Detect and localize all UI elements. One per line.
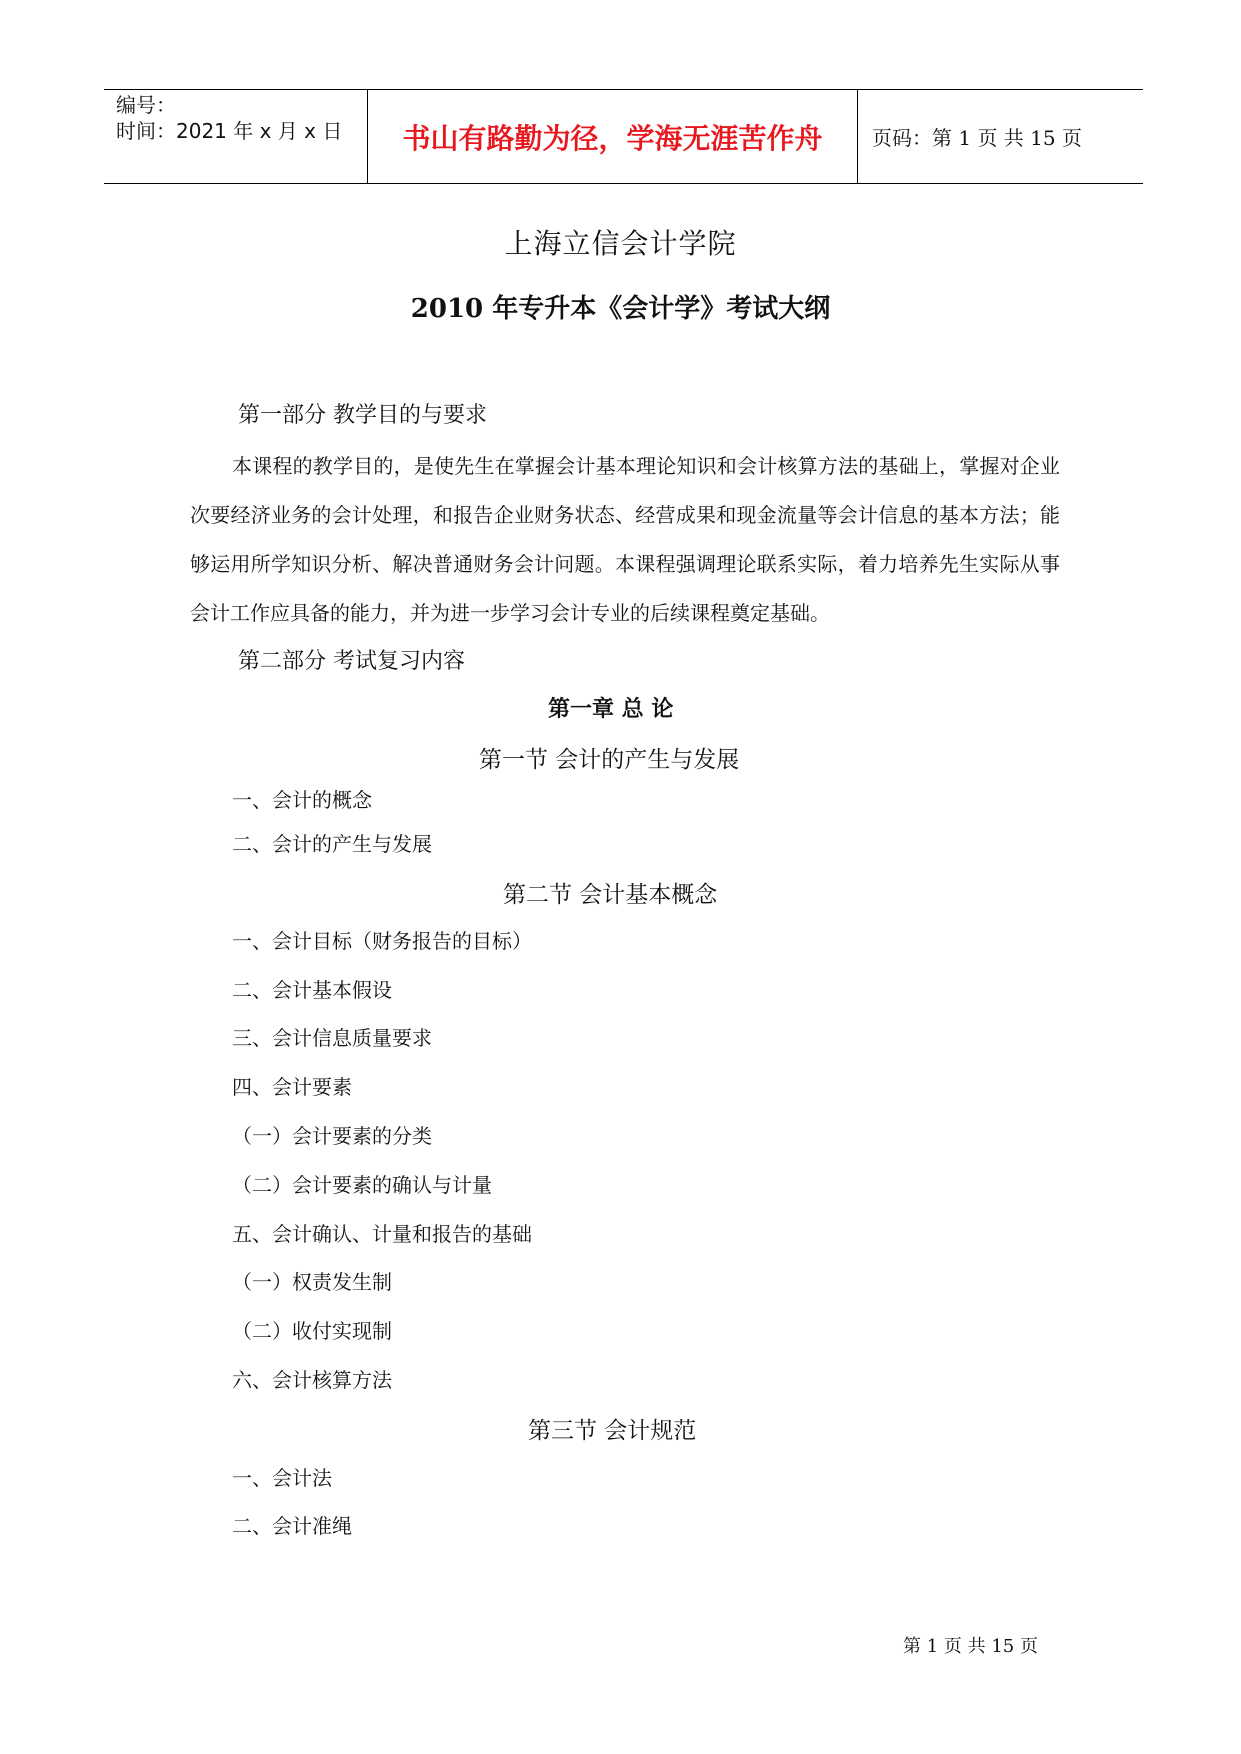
list-item: 二、会计的产生与发展 — [232, 832, 432, 856]
page-header — [104, 89, 1143, 184]
section-3-heading: 第三节 会计规范 — [528, 1418, 697, 1444]
list-item: 一、会计目标（财务报告的目标） — [232, 929, 532, 953]
list-item: 二、会计准绳 — [232, 1514, 352, 1538]
section-1-heading: 第一节 会计的产生与发展 — [479, 747, 740, 773]
header-page-label: 页码：第 1 页 共 15 页 — [872, 126, 1082, 150]
chapter-1-heading: 第一章 总 论 — [548, 696, 674, 722]
number-label: 编号： — [116, 93, 176, 117]
list-item: （一）权责发生制 — [232, 1270, 392, 1294]
section-2-heading: 第二节 会计基本概念 — [503, 882, 718, 908]
header-motto: 书山有路勤为径，学海无涯苦作舟 — [368, 90, 858, 183]
list-item: 四、会计要素 — [232, 1075, 352, 1099]
school-name: 上海立信会计学院 — [504, 227, 737, 260]
list-item: 二、会计基本假设 — [232, 978, 392, 1002]
list-item: 三、会计信息质量要求 — [232, 1026, 432, 1050]
header-meta — [104, 90, 368, 183]
list-item: 五、会计确认、计量和报告的基础 — [232, 1222, 532, 1246]
part1-heading: 第一部分 教学目的与要求 — [238, 403, 487, 428]
list-item: 一、会计法 — [232, 1466, 332, 1490]
list-item: （一）会计要素的分类 — [232, 1124, 432, 1148]
list-item: 一、会计的概念 — [232, 788, 372, 812]
list-item: （二）会计要素的确认与计量 — [232, 1173, 492, 1197]
time-label: 时间：2021 年 x 月 x 日 — [116, 119, 343, 143]
part2-heading: 第二部分 考试复习内容 — [238, 649, 465, 674]
page-footer: 第 1 页 共 15 页 — [903, 1636, 1038, 1657]
part1-paragraph: 本课程的教学目的，是使先生在掌握会计基本理论知识和会计核算方法的基础上，掌握对企业次要经济业务的会计处理，和报告企业财务状态、经营成果和现金流量等会计信息的基本方法；能够运用所学知识分析、解决普通财务会计问题。本课程强调理论联系实际，着力培养先生实际从事会计工作应具备的能力，并为进一步学习会计专业的后续课程奠定基础。 — [190, 454, 1060, 625]
document-title: 2010 年专升本《会计学》考试大纲 — [410, 294, 831, 324]
list-item: （二）收付实现制 — [232, 1319, 392, 1343]
list-item: 六、会计核算方法 — [232, 1368, 392, 1392]
